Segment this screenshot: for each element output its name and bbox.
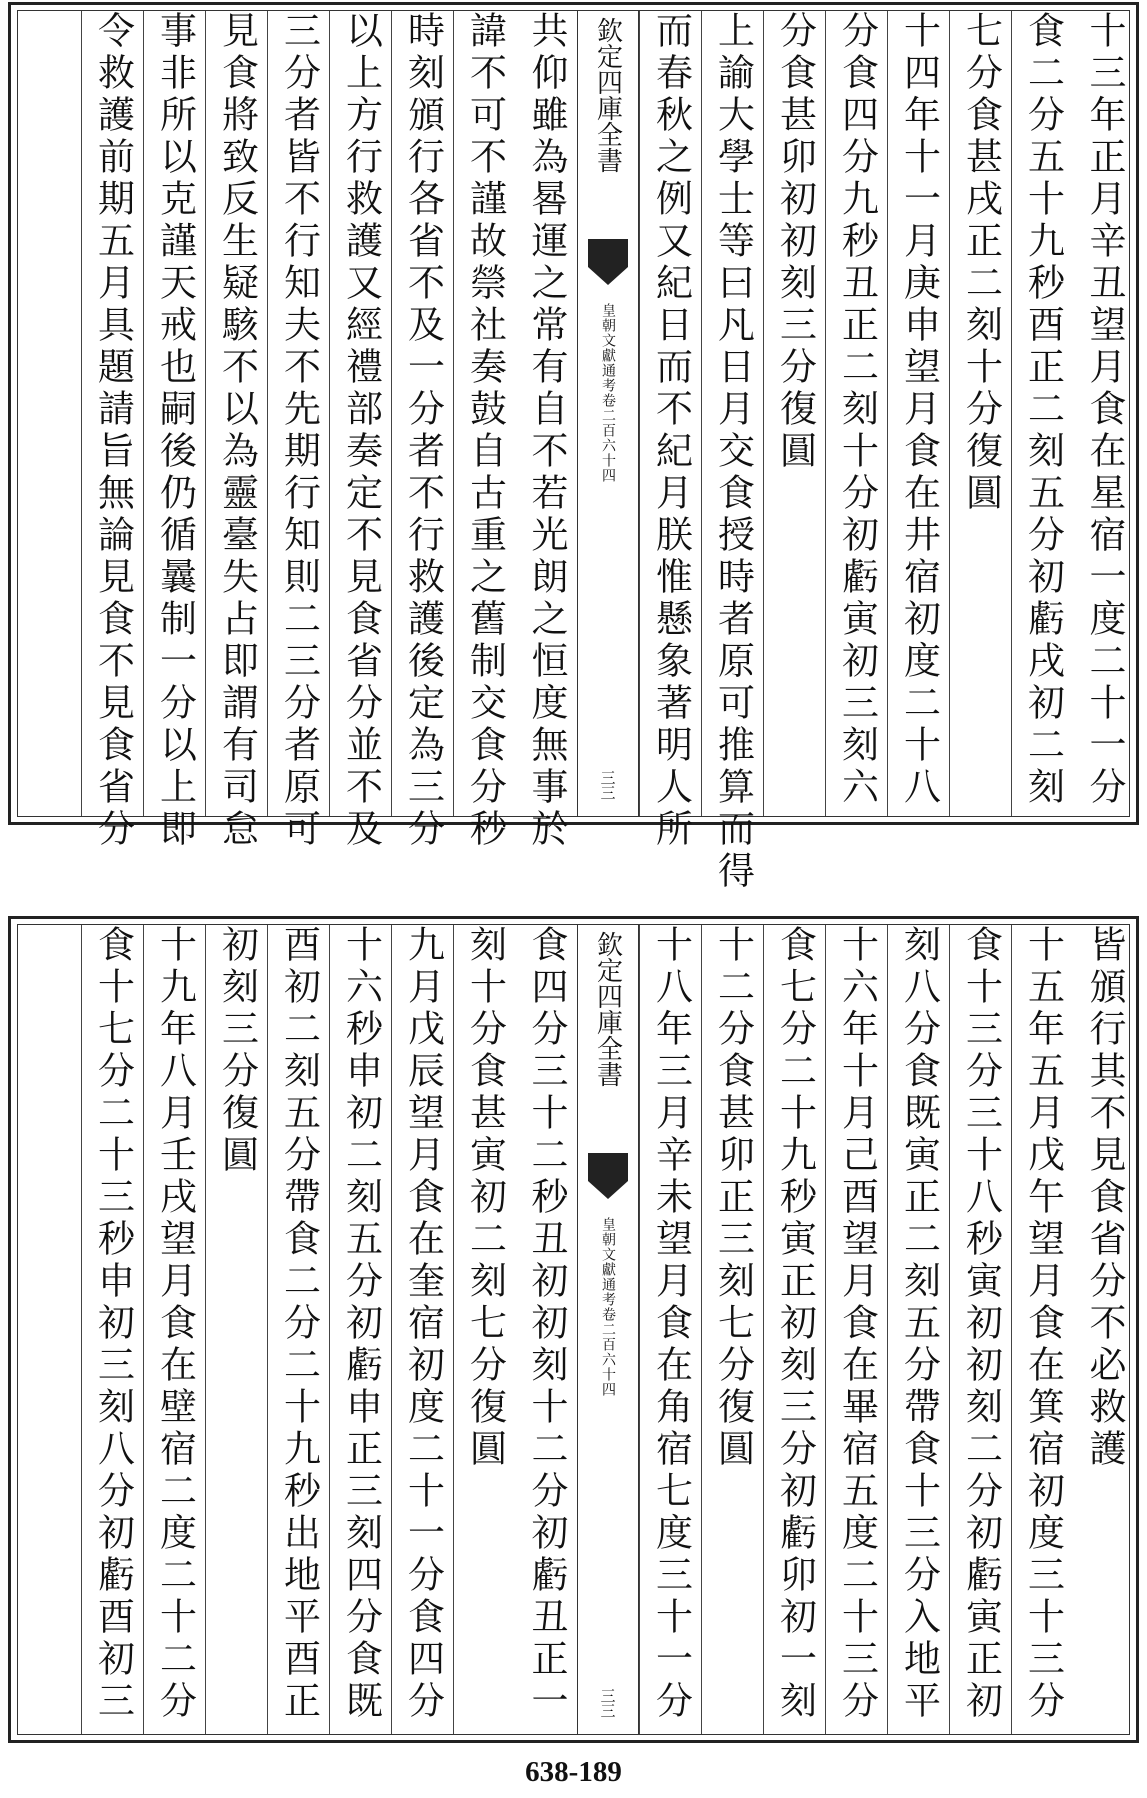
text-column (825, 11, 887, 816)
column-text: 刻十分食甚寅初二刻七分復圓 (463, 925, 507, 1471)
column-text: 以上方行救護又經禮部奏定不見食省分並不及 (339, 11, 383, 851)
column-text: 十五年五月戊午望月食在箕宿初度三十三分 (1021, 925, 1065, 1723)
text-column (763, 11, 825, 816)
text-column (391, 925, 453, 1734)
chapter-name: 皇朝文獻通考 (600, 1217, 616, 1307)
text-column (1073, 925, 1135, 1734)
column-text: 初刻三分復圓 (215, 925, 259, 1177)
column-text: 十六秒申初二刻五分初虧申正三刻四分食既 (339, 925, 383, 1723)
column-text: 分食甚卯初初刻三分復圓 (773, 11, 817, 473)
column-text: 十九年八月壬戌望月食在壁宿二度二十二分 (153, 925, 197, 1723)
text-column (205, 11, 267, 851)
column-text: 時刻頒行各省不及一分者不行救護後定為三分 (401, 11, 445, 851)
column-text: 食十七分二十三秒申初三刻八分初虧酉初三 (91, 925, 135, 1723)
text-column (887, 925, 949, 1734)
page-bottom (8, 916, 1139, 1743)
text-column (701, 11, 763, 893)
center-fold (577, 925, 639, 1734)
book-title: 欽定四庫全書 (592, 17, 623, 173)
column-text: 九月戊辰望月食在奎宿初度二十一分食四分 (401, 925, 445, 1723)
text-column (639, 925, 701, 1734)
book-title: 欽定四庫全書 (592, 931, 623, 1087)
column-text: 而春秋之例又紀日而不紀月朕惟懸象著明人所 (649, 11, 693, 851)
text-column (763, 925, 825, 1734)
page-footer-number: 638-189 (525, 1756, 622, 1788)
column-text: 上諭大學士等曰凡日月交食授時者原可推算而得 (711, 11, 755, 893)
text-column (1011, 925, 1073, 1734)
column-text: 酉初二刻五分帶食二分二十九秒出地平酉正 (277, 925, 321, 1723)
column-text: 食四分三十二秒丑初初刻十二分初虧丑正一 (525, 925, 568, 1723)
volume-number: 卷二百六十四 (600, 393, 616, 483)
text-column (267, 925, 329, 1734)
column-text: 七分食甚戌正二刻十分復圓 (959, 11, 1003, 515)
text-column (329, 11, 391, 851)
leaf-number: 三三 (598, 1688, 617, 1718)
column-text: 十三年正月辛丑望月食在星宿一度二十一分 (1083, 11, 1126, 809)
column-text: 令救護前期五月具題請旨無論見食不見食省分 (91, 11, 135, 851)
text-column (949, 925, 1011, 1734)
chapter-title (600, 303, 616, 483)
column-text: 諱不可不謹故禜社奏鼓自古重之舊制交食分秒 (463, 11, 507, 851)
text-column (515, 11, 577, 851)
volume-number: 卷二百六十四 (600, 1307, 616, 1397)
text-column (81, 925, 143, 1734)
text-column (887, 11, 949, 816)
fish-tail-mark (588, 239, 628, 267)
column-text: 事非所以克謹天戒也嗣後仍循曩制一分以上即 (153, 11, 197, 851)
page-frame (17, 924, 1130, 1735)
fish-tail-mark (588, 1153, 628, 1181)
chapter-name: 皇朝文獻通考 (600, 303, 616, 393)
leaf-number: 三三 (598, 770, 617, 800)
text-column (205, 925, 267, 1734)
column-text: 皆頒行其不見食省分不必救護 (1083, 925, 1126, 1471)
text-column (453, 11, 515, 851)
text-column (81, 11, 143, 851)
text-column (267, 11, 329, 851)
text-column (143, 11, 205, 851)
column-text: 三分者皆不行知夫不先期行知則二三分者原可 (277, 11, 321, 851)
column-text: 食十三分三十八秒寅初初刻二分初虧寅正初 (959, 925, 1003, 1723)
text-column (1011, 11, 1073, 816)
column-text: 食七分二十九秒寅正初刻三分初虧卯初一刻 (773, 925, 817, 1723)
column-text: 十四年十一月庚申望月食在井宿初度二十八 (897, 11, 941, 809)
page-top (8, 2, 1139, 893)
text-column (701, 925, 763, 1734)
text-column (515, 925, 577, 1734)
column-text: 分食四分九秒丑正二刻十分初虧寅初三刻六 (835, 11, 879, 809)
column-text: 共仰雖為晷運之常有自不若光朗之恒度無事於 (525, 11, 568, 851)
column-text: 十二分食甚卯正三刻七分復圓 (711, 925, 755, 1471)
column-text: 見食將致反生疑駭不以為靈臺失占即謂有司怠 (215, 11, 259, 851)
chapter-title (600, 1217, 616, 1397)
column-text: 十八年三月辛未望月食在角宿七度三十一分 (649, 925, 693, 1723)
text-column (329, 925, 391, 1734)
column-text: 食二分五十九秒酉正二刻五分初虧戌初二刻 (1021, 11, 1065, 809)
text-column (391, 11, 453, 851)
text-column (143, 925, 205, 1734)
text-column (639, 11, 701, 851)
column-text: 十六年十月己酉望月食在畢宿五度二十三分 (835, 925, 879, 1723)
text-column (949, 11, 1011, 816)
column-text: 刻八分食既寅正二刻五分帶食十三分入地平 (897, 925, 941, 1723)
text-column (1073, 11, 1135, 816)
text-column (453, 925, 515, 1734)
center-fold (577, 11, 639, 816)
text-column (825, 925, 887, 1734)
page-frame (17, 10, 1130, 893)
